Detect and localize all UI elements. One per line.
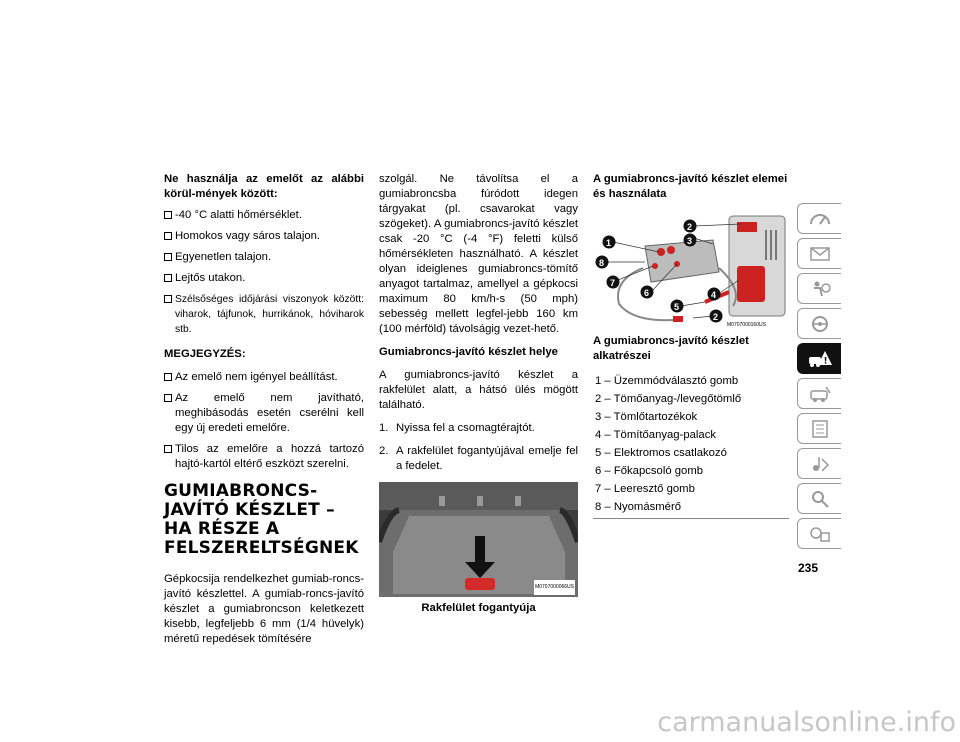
watermark: carmanualsonline.info: [657, 707, 956, 738]
location-heading: Gumiabroncs-javító készlet helye: [379, 346, 558, 358]
note-item: Tilos az emelőre a hozzá tartozó hajtó-kartól eltérő eszközt szerelni.: [164, 442, 364, 472]
note-title: MEGJEGYZÉS:: [164, 348, 246, 360]
column-3: [593, 172, 793, 519]
music-nav-icon[interactable]: [797, 448, 841, 479]
part-item: 4 – Tömítőanyag-palack: [595, 429, 716, 441]
callout-3: 3: [687, 236, 693, 246]
kit-heading: A gumiabroncs-javító készlet elemei és használata: [593, 173, 788, 200]
image-caption: Rakfelület fogantyúja: [421, 602, 536, 614]
dashboard-icon[interactable]: [797, 203, 841, 234]
intro-paragraph: Gépkocsija rendelkezhet gumiab-roncs-javító készlettel. A gumiab-roncs-javító készlet a gumiabroncson keletkezett kisebb, legfeljebb 6 mm (1/4 hüvelyk) méretű repedések tömítésére: [164, 573, 364, 645]
step-item: 1. Nyissa fel a csomagtérajtót.: [379, 422, 535, 434]
image-code: M0707000066US: [534, 580, 575, 595]
callout-5: 5: [674, 302, 680, 312]
callout-6: 6: [644, 288, 650, 298]
callout-7: 7: [610, 278, 616, 288]
warning-intro: Ne használja az emelőt az alábbi körül-mények között:: [164, 173, 364, 200]
repair-kit-diagram: [593, 210, 793, 328]
step-item: 2. A rakfelület fogantyújával emelje fel a fedelet.: [379, 445, 578, 472]
callout-4: 4: [711, 290, 717, 300]
note-item: Az emelő nem igényel beállítást.: [164, 370, 364, 385]
checklist-icon[interactable]: [797, 413, 841, 444]
callout-2: 2: [687, 222, 693, 232]
condition-item: -40 °C alatti hőmérséklet.: [164, 208, 364, 223]
steering-wheel-icon[interactable]: [797, 308, 841, 339]
part-item: 1 – Üzemmódválasztó gomb: [595, 375, 739, 387]
image-code: M0707000160US: [727, 322, 766, 328]
section-heading: GUMIABRONCS-JAVÍTÓ KÉSZLET – HA RÉSZE A FELSZERELTSÉGNEK: [164, 481, 359, 558]
repair-kit-illustration: [593, 210, 793, 328]
condition-item: Szélsőséges időjárási viszonyok között: viharok, tájfunok, hurrikánok, hóviharok stb.: [164, 292, 364, 337]
part-item: 3 – Tömlőtartozékok: [595, 411, 698, 423]
condition-item: Homokos vagy sáros talajon.: [164, 229, 364, 244]
condition-item: Egyenetlen talajon.: [164, 250, 364, 265]
column-2: [379, 172, 578, 616]
cargo-floor-photo: [379, 482, 578, 597]
column-1: [164, 172, 364, 655]
location-paragraph: A gumiabroncs-javító készlet a rakfelület alatt, a hátsó ülés mögött található.: [379, 369, 578, 411]
part-item: 7 – Leeresztő gomb: [595, 483, 695, 495]
part-item: 5 – Elektromos csatlakozó: [595, 447, 727, 459]
condition-item: Lejtős utakon.: [164, 271, 364, 286]
callout-2b: 2: [713, 312, 719, 322]
note-item: Az emelő nem javítható, meghibásodás esetén cserélni kell egy új eredeti emelőre.: [164, 391, 364, 436]
callout-1: 1: [606, 238, 612, 248]
parts-divider: [593, 518, 789, 519]
person-airbag-icon[interactable]: [797, 273, 841, 304]
callout-8: 8: [599, 258, 605, 268]
page-number: 235: [798, 561, 819, 575]
part-item: 2 – Tömőanyag-/levegőtömlő: [595, 393, 742, 405]
parts-list: [595, 374, 791, 515]
part-item: 8 – Nyomásmérő: [595, 501, 682, 513]
part-item: 6 – Főkapcsoló gomb: [595, 465, 704, 477]
message-icon[interactable]: [797, 238, 841, 269]
parts-title: A gumiabroncs-javító készlet alkatrészei: [593, 335, 749, 362]
continued-paragraph: szolgál. Ne távolítsa el a gumiabroncsba fúródott idegen tárgyakat (pl. csavarokat vagy szögeket). A gumiabroncs-javító készlet csak -20 °C (-4 °F) feletti külső hőmérsékleten használható. A készlet olyan ideiglenes gumiabroncs-tömítő anyagot tartalmaz, amellyel a gépkocsi maximum 80 km/h-s (50 mph) sebesség mellett legfel-jebb 160 km (100 mérföld) távolságig vezet-hető.: [379, 173, 578, 335]
language-icon[interactable]: [797, 518, 841, 549]
magnifier-icon[interactable]: [797, 483, 841, 514]
warning-car-icon[interactable]: [797, 343, 841, 374]
svg-text:!: !: [823, 356, 828, 366]
car-service-icon[interactable]: [797, 378, 841, 409]
